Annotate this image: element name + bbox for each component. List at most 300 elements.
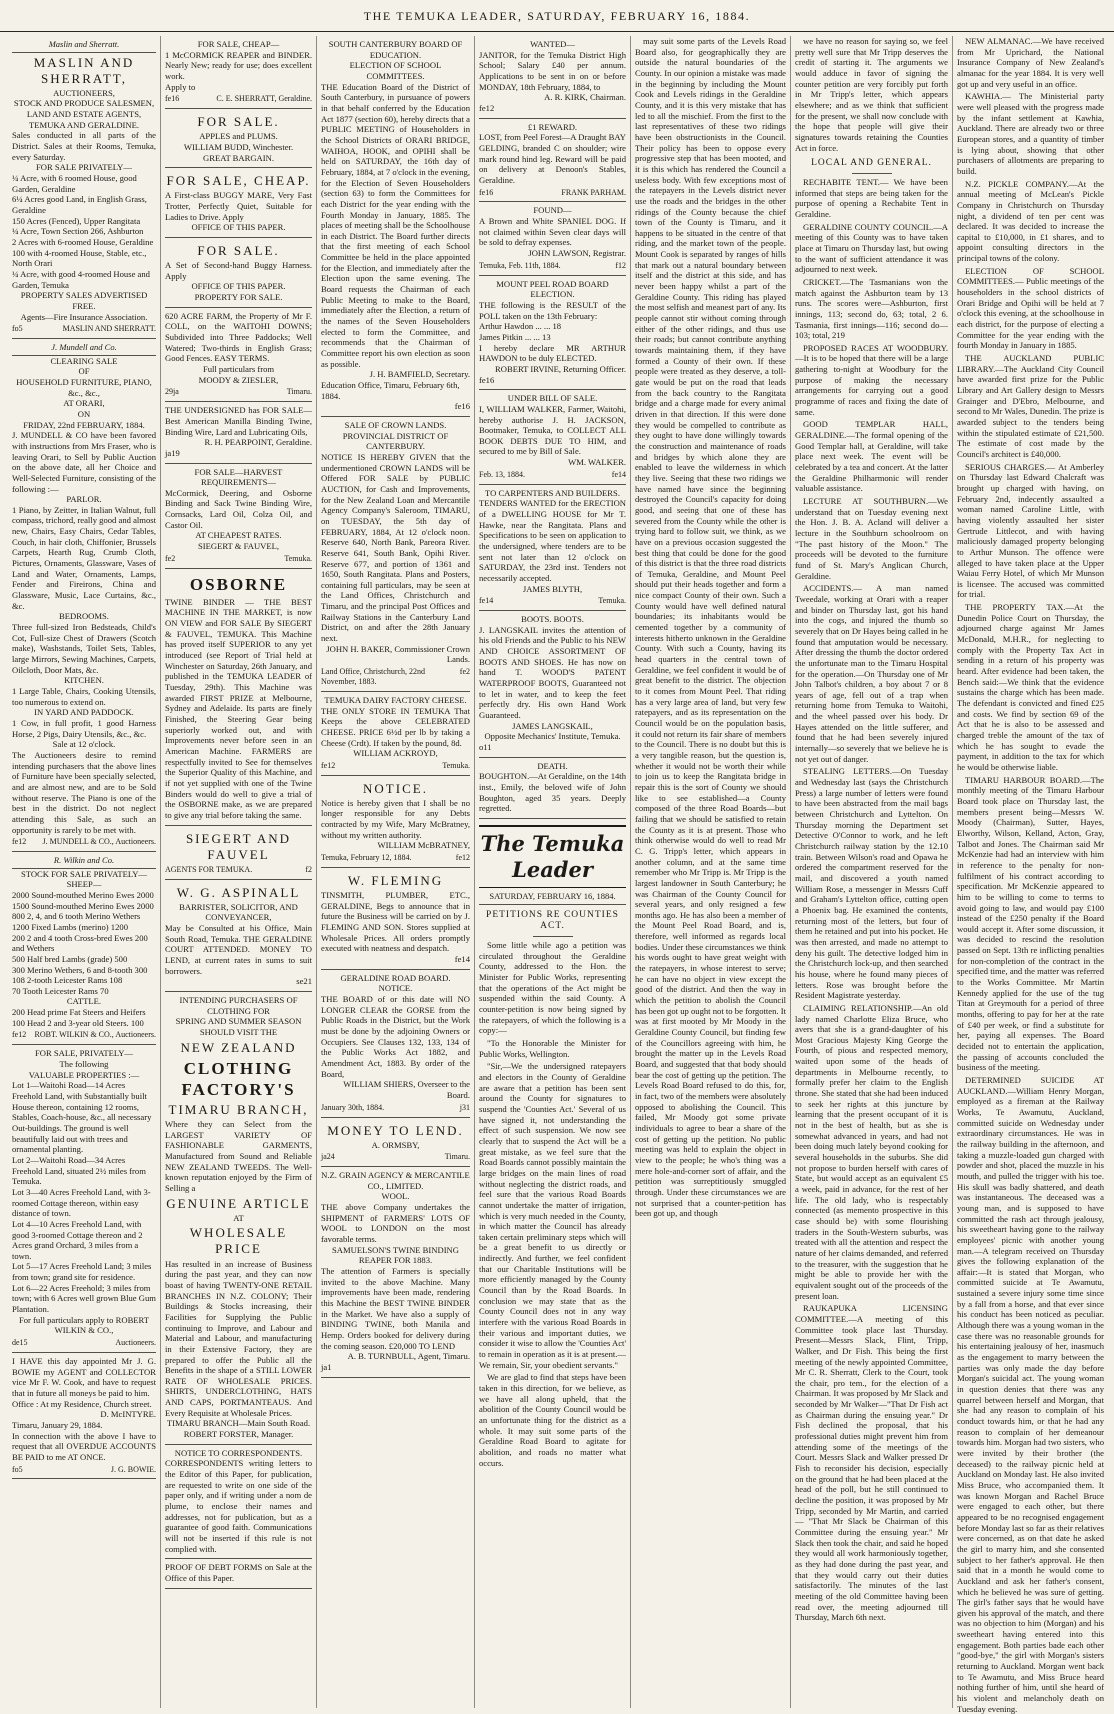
ad-signature: J. H. BAMFIELD, Secretary. (369, 369, 470, 380)
road-board-ad (321, 970, 470, 1118)
fleming-ad (321, 868, 470, 970)
ad-signature: JOHN LAWSON, Registrar. (528, 248, 626, 259)
news-item (795, 766, 948, 1000)
debt-forms-ad (165, 1559, 312, 1588)
ad-line: ON (77, 408, 91, 419)
ad-title: NOTICE. (363, 780, 428, 796)
ad-signature: Timaru. (444, 1152, 470, 1162)
news-heading: THE AUCKLAND PUBLIC LIBRARY. (957, 353, 1104, 374)
ad-body: Three full-sized Iron Bedsteads, Child's Cot, Full-size Chest of Drawers (Scotch make), Washstands, Toilet Sets, Tables, large Mirrors, Sewing Machines, Carpets, Oilcloth, Door Mats, &c. (12, 622, 156, 675)
ad-signature: FRANK PARHAM. (561, 187, 626, 197)
news-heading: SERIOUS CHARGES. (965, 461, 1047, 472)
news-heading: THE PROPERTY TAX. (965, 602, 1066, 613)
ad-subhead: FOR SALE PRIVATELY— (36, 162, 132, 173)
list-item: 6¼ Acres good Land, in English Grass, Geraldine (12, 194, 147, 215)
ad-signature: JAMES LANGSKAIL, (512, 720, 593, 731)
ad-code: ja1 (321, 1361, 332, 1372)
farm-ad (165, 308, 312, 403)
ad-foot (12, 1465, 156, 1475)
ad-line: AT ORARI, (63, 398, 105, 409)
ad-code: ja24 (321, 1152, 335, 1162)
list-item: 150 Acres (Fenced), Upper Rangitata (12, 215, 141, 226)
buggy-ad (165, 168, 312, 238)
ad-line: BARRISTER, SOLICITOR, AND CONVEYANCER, (179, 901, 298, 923)
correspondents-notice (165, 1445, 312, 1560)
ad-body: 1 McCORMICK REAPER and BINDER. Nearly New; ready for use; does excellent work. (165, 49, 312, 81)
news-text: — A man named Tweedale, working at Orari with a reaper and binder on Thursday last, got his hand into the cogs, and injured the thumb so severely that on Dr Hayes being called in he found that amputation would be necessary. After dressing the thumb the doctor ordered the unfortunate man to the Timaru Hospital for the operation.—On Thursday one of Mr John Talbot's children, a boy about 7 or 8 years of age, fell out of a trap when returning home from Temuka to Waitohi, and the wheel passed over his body. Dr Hayes attended on the little sufferer, and found that he had been severely injured internally—so severely that we believe he is not yet out of danger. (795, 583, 948, 764)
ad-date: Education Office, Timaru, February 6th, 1884. (321, 380, 460, 401)
reaper-ad (165, 36, 312, 109)
death-notice (479, 758, 626, 819)
janitor-ad (479, 36, 626, 119)
poll-result: Arthur Hawdon ... ... 18 (479, 321, 562, 332)
news-text: — We have been informed that steps are being taken for the purpose of opening a Rechabite Tent in Geraldine. (795, 176, 948, 219)
ad-code: fe16 (479, 374, 495, 385)
column-4 (474, 36, 630, 1708)
ad-note: Apply to (165, 81, 196, 92)
ad-foot (165, 865, 312, 875)
maslin-ad (12, 36, 156, 339)
ad-code: fe12 (12, 1030, 27, 1040)
news-text: —A meeting of this Committee took place last Thursday. Present—Messrs Slack, Flint, Tripp, Walker, and Dr Fish. This being the first meeting of the newly appointed Committee, Mr C. R. Sherratt, Clerk to the Court, took the chair, pro tem., for the election of a Chairman. It was proposed by Mr Slack and seconded by Mr Walker—"That Dr Fish act as Chairman during the ensuing year." Dr Fish declined the proposal, that his professional duties might prevent him from attending some of the meetings of the Court. Messrs Slack and Walker pressed Dr Fish to reconsider his decision, especially on the ground that he had been placed at the head of the poll, but he still continued to decline the position, it was proposed by Mr Tripp, seconded by Mr Martin, and carried — "That Mr Slack be Chairman of this Committee during the ensuing year." Mr Slack then took the chair, and said he hoped they would all work harmoniously together, as they had done during the past year, and that they would carry out their duties satisfactorily. The minutes of the last meeting of the old Committee having been read over, the meeting adjourned till Thursday, March 6th next. (795, 1313, 948, 1623)
ad-title: OSBORNE (189, 574, 288, 594)
wilkin-ad (12, 852, 156, 1045)
ad-code: fe12 (455, 853, 470, 863)
ad-body: THE BOARD of or this date will NO LONGER CLEAR the GORSE from the Public Roads in the District, but the Work must be done by the adjoining Owners or Occupiers. See Clauses 132, 133, 134 of the Public Works Act 1882, and Amendment Act, 1883. By order of the Board, (321, 994, 470, 1079)
news-item (957, 353, 1104, 460)
dairy-ad (321, 692, 470, 776)
news-heading: RAUKAPUKA LICENSING COMMITTEE. (795, 1303, 948, 1324)
ad-signature: Temuka. (598, 596, 626, 606)
ad-body: NOTICE IS HEREBY GIVEN that the undermentioned CROWN LANDS will be Offered FOR SALE by PUBLIC AUCTION, for Cash and Improvements, for the New Zealand Loan and Mercantile Agency Company's Saleroom, TIMARU, on TUESDAY, the 5th day of FEBRUARY, 1884, At 12 o'clock noon. Reserve 640, North Bank, Pareora River. Reserve 641, South Bank, Opihi River. Reserve 677, and portion of 1361 and 1650, South Rangitata. Plans and Posters, containing full particulars, may be seen at the Land Offices, Christchurch and Timaru, and the principal Post Offices and Railway Stations in the Canterbury Land District, on and after the 28th January next. (321, 451, 470, 644)
ad-title: NOTICE TO CORRESPONDENTS. (174, 1447, 303, 1458)
ad-code: fe2 (459, 667, 470, 677)
ad-date: Land Office, Christchurch, 22nd November, 1883. (321, 667, 426, 686)
ad-body: THE UNDERSIGNED has FOR SALE— Best American Manilla Binding Twine, Binding Wire, Lard and Lubricating Oils, (165, 405, 312, 437)
news-item (957, 266, 1104, 351)
ad-code: fe14 (611, 469, 626, 479)
ad-code: fe12 (321, 760, 336, 770)
ad-body: 1 Piano, by Zeitter, in Italian Walnut, full compass, trichord, really good and almost new, Chairs, Easy Chairs, Cedar Tables, Couch, in hair cloth, Chiffonier, Brussels Carpets, Hearth Rug, Crumb Cloth, Pictures, Ornaments, Glassware, Vases of Land and Water, Ornaments, Lamps, Fender and Fireirons, China and Glassware, Music, Lace Curtains, &c., &c. (12, 504, 156, 611)
ad-note: GREAT BARGAIN. (203, 152, 274, 163)
ad-signature: SIEGERT & FAUVEL, (197, 541, 280, 552)
list-item: ¼ Acre, with good 4-roomed House and Garden, Temuka (12, 268, 150, 290)
ad-note: TIMARU BRANCH—Main South Road. ROBERT FORSTER, Manager. (166, 1418, 311, 1440)
editorial-article (479, 910, 626, 1469)
ad-subhead: PARLOR. (66, 494, 102, 505)
general-news (957, 36, 1104, 1714)
news-item (957, 1075, 1104, 1714)
column-5 (630, 36, 790, 1708)
aspinall-ad (165, 880, 312, 992)
list-item: Lot 3—40 Acres Freehold Land, with 3-roomed Cottage thereon, within easy distance of town. (12, 1186, 151, 1219)
ad-title: £1 REWARD. (527, 121, 578, 132)
ad-subhead: KITCHEN. (64, 675, 104, 686)
ad-body: The Auctioneers desire to remind intending purchasers that the above lines of Furniture have been specially selected, and are almost new, and are to be Sold without reserve. The Piano is one of the best in the district. Do not neglect attending this Sale, as such an opportunity is rarely to be met with. (12, 749, 156, 835)
ad-title: FOR SALE. (197, 243, 280, 258)
news-heading: GERALDINE COUNTY COUNCIL. (803, 221, 934, 232)
ad-foot (12, 324, 156, 334)
ad-code: o11 (479, 742, 492, 753)
ad-signature: J. MUNDELL & CO., Auctioneers. (42, 837, 156, 847)
ad-body: TINSMITH, PLUMBER, ETC., GERALDINE, Begs to announce that in future the Business will be carried on by J. FLEMING AND SON. Stores supplied at Wholesale Prices. All orders promptly executed with neatness and despatch. (321, 890, 470, 954)
ad-subhead: ELECTION OF SCHOOL COMMITTEES. (349, 60, 442, 81)
ad-code: fe12 (479, 102, 495, 113)
editorial-conclusion (795, 36, 948, 153)
news-item (957, 602, 1104, 773)
ad-foot (479, 596, 626, 606)
ad-signature: C. E. SHERRATT, Geraldine. (216, 94, 312, 104)
ad-body: APPLES and PLUMS. (199, 131, 278, 142)
ad-line: STOCK AND PRODUCE SALESMEN, LAND AND ESTATE AGENTS, (13, 98, 155, 120)
reward-ad (479, 119, 626, 203)
ad-note: Agents—Fire Insurance Association. (20, 311, 148, 322)
news-item (795, 277, 948, 341)
ad-body: BOUGHTON.—At Geraldine, on the 14th inst., Emily, the beloved wife of John Boughton, aged 35 years. Deeply regretted. (479, 771, 626, 814)
ad-signature: ROBT. WILKIN & CO., Auctioneers. (34, 1030, 156, 1040)
ad-subhead: SHEEP— (66, 879, 102, 890)
news-item (795, 1003, 948, 1301)
ad-body: Notice is hereby given that I shall be no longer responsible for any Debts contracted by my Wife, Mary McBratney, without my written authority. (321, 797, 470, 840)
news-item (957, 179, 1104, 264)
ad-top-label: INTENDING PURCHASERS OF CLOTHING FOR (179, 995, 298, 1016)
newspaper-title: The Temuka Leader (479, 825, 626, 888)
ad-body: THE ONLY STORE IN TEMUKA That Keeps the above CELEBRATED CHEESE. PRICE 6½d per lb by taking a Cheese (Crdt). If taken by the pound, 8d. (321, 705, 470, 748)
local-news (795, 177, 948, 1623)
list-item: 300 Merino Wethers, 6 and 8-tooth 300 (12, 964, 148, 975)
ad-title: CLOTHING FACTORY'S (181, 1058, 296, 1099)
ad-code: 29ja (165, 387, 179, 397)
mcbratney-notice (321, 776, 470, 868)
ad-code: j31 (459, 1102, 470, 1112)
news-heading: NEW ALMANAC. (965, 36, 1033, 46)
ad-body: A Set of Second-hand Buggy Harness. Apply (165, 260, 312, 281)
ad-line: HOUSEHOLD FURNITURE, PIANO, &c., &c., (16, 376, 152, 398)
ad-signature: JOHN H. BAKER, Commissioner Crown Lands. (326, 643, 470, 665)
siegert-ad (165, 826, 312, 880)
ad-code: fo5 (12, 1464, 23, 1474)
ad-body: AGENTS FOR TEMUKA. (165, 864, 253, 874)
bill-of-sale-ad (479, 390, 626, 485)
ad-line: OF (78, 366, 90, 377)
list-item: 108 2-tooth Leicester Rams 108 (12, 975, 123, 986)
ad-body: J. MUNDELL & CO have been favored with instructions from Mrs Fraser, who is leaving Orari, to Sell by Public Auction on the above date, all her Choice and Well-Selected Furniture, consisting of the following :— (12, 430, 156, 494)
list-item: 200 2 and 4 tooth Cross-bred Ewes 200 and Wethers (12, 932, 148, 954)
ad-title: FOR SALE, CHEAP— (197, 39, 280, 49)
editorial-continued (635, 36, 786, 1219)
news-text: —We have received from Mr Uprichard, the National Insurance Company of New Zealand's almanac for the year 1884. It is very well got up and very useful in an office. (957, 36, 1104, 89)
found-ad (479, 202, 626, 275)
ad-body: I hereby declare MR ARTHUR HAWDON to be duly ELECTED. (479, 342, 626, 364)
ad-line: AT (233, 1212, 244, 1223)
ad-body: CORRESPONDENTS writing letters to the Editor of this Paper, for publication, are requested to write on one side of the paper only, and if writing under a nom de plume, to enclose their names and addresses, not for publication, but as a guarantee of good faith. Communications will not be inserted if this rule is not complied with. (165, 1458, 312, 1554)
column-7 (952, 36, 1108, 1714)
list-item: ¼ Acre, Town Section 266, Ashburton (12, 226, 144, 237)
news-text: —The Auckland City Council have awarded first prize for the Public Library and Art Gallery design to Messrs Grainger and D'Ebro, Melbourne, and second to Mr Wales, Dunedin. The prize is awarded subject to the tenders being within the stipulated estimate of £21,500. The estimate of cost made by the Council's architect is £40,000. (957, 363, 1104, 459)
ad-code: de15 (12, 1338, 28, 1348)
ad-body: TWINE BINDER — THE BEST MACHINE IN THE MARKET, is now ON VIEW and FOR SALE By SIEGERT & FAUVEL, TEMUKA. This Machine has proved itself SUPERIOR to any yet introduced (see Report of Trial held at Winchester on Saturday, 26th January, and published in the TEMUKA LEADER of Tuesday, 29th). This Machine was awarded FIRST PRIZE at Melbourne, Sydney and Adelaide. Its parts are finely Finished, the Steering Gear being superiorly worked out, and with Improvements never before seen in an American Machine. FARMERS are respectfully invited to See for themselves the Superior Quality of this Machine, and if not yet supplied with one of the Twine Binders would do well to give a trial of the OSBORNE make, as we are prepared to give any trial before taking the same. (165, 596, 312, 820)
ad-title: MONEY TO LEND. (327, 1122, 464, 1138)
news-heading: STEALING LETTERS. (803, 766, 893, 777)
ad-code: fe14 (454, 954, 470, 965)
ad-title: SOUTH CANTERBURY BOARD OF EDUCATION. (328, 39, 463, 60)
news-heading: LECTURE AT SOUTHBURN. (803, 496, 929, 507)
ad-body: THE following is the RESULT of the POLL taken on the 13th February: (479, 299, 626, 321)
news-text: —An old lady named Charlotte Eliza Bruce, who avers that she is a grand-daughter of his Most Gracious Majesty King George the Fourth, of pious and respected memory, waited upon some of the heads of departments in Melbourne recently, to formally prefer her claim to the English throne. She stated that she had been induced to seek her rights at this juncture by learning that the present occupant of it is not in the best of health, but as she is somewhat advanced in years, and had not been doing much lately beyond cooking for several households in the suburbs. She did not propose to burden herself with cares of State, but would accept as an equivalent £5 a week, paid in advance, for the rest of her life. The old lady, who is respectably connected (as memento prospective in this case should be) with some flourishing traders in the South-Western suburbs, was treated with all the attention and respect the nature of her claims demanded, and referred to the treasurer, with the suggestion that he might be able to provide her with the equivalent sought out of the proceeds of the present loan. (795, 1002, 948, 1301)
ad-body: 1 Large Table, Chairs, Cooking Utensils, too numerous to extend on. (12, 685, 156, 707)
news-heading: KAWHIA. (965, 91, 1003, 102)
news-text: — At Amberley on Thursday last Edward Chalcraft was brought up charged with having, on February 2nd, indecently assaulted a woman named Caroline Little, with having violently assaulted her sister Gertrude Littlecot, and with having maliciously damaged property belonging to Arthur Munson. The offence were alleged to have taken place at the Upper Waiau Ferry Hotel, of which Mr Munson is licensee. The accused was committed for trial. (957, 461, 1104, 600)
ad-code: fe2 (165, 553, 176, 563)
news-text: — Public meetings of the householders in the school districts of Orari Bridge and Opihi will be held at 7 o'clock this evening, at the schoolhouse in each district, for the purpose of electing a Committee for the year ending with the fourth Monday in January in 1885. (957, 276, 1104, 351)
article-title: PETITIONS RE COUNTIES ACT. (479, 910, 626, 938)
properties-ad (12, 1045, 156, 1353)
list-item: 1500 Sound-mouthed Merino Ewes 2000 (12, 900, 154, 911)
ad-body: Sales conducted in all parts of the District. Sales at their Rooms, Temuka, every Saturday. (12, 130, 156, 162)
harvest-ad (165, 464, 312, 569)
ad-signature: WILLIAM BUDD, Winchester. (183, 141, 294, 152)
column-6 (790, 36, 952, 1708)
ad-signature: WILLIAM SHIERS, Overseer to the Board. (343, 1079, 470, 1100)
ad-note: Office : At my Residence, Church street. (12, 1398, 152, 1409)
news-text: —The monthly meeting of the Timaru Harbour Board took place on Thursday last, the members present being—Messrs W. Moody (Chairman), Sutter, Hayes, Elworthy, Wilson, Kelland, Acton, Gray, Talbot and Jones. The Chairman said Mr McKenzie had had an interview with him in reference to the penalty for non-fulfilment of his contract according to specification. Mr McKenzie appeared to him to be willing to come to terms to avoid going to law, and would pay £100 instead of the £250 penalty if the Board would accept it. After some discussion, it was decided to rescind the resolution passed on Sept. 13th re inflicting penalties for non-completion of the contract in the specified time, and the matter was referred to the Works Committee. Mr Martin Kennedy applied for the use of the tug Titan at Greymouth for a period of three months, offering to pay for her at the rate of £40 per week, or find a substitute for her, paying all expenses. The Board decided not to entertain the application, the passing of accounts concluded the business of the meeting. (957, 774, 1104, 1073)
ad-title: FOR SALE. (197, 114, 280, 130)
news-text: —William Henry Morgan, employed as a fireman at the Railway Works, Te Awamutu, Auckland, committed suicide on Wednesday under extraordinary circumstances. He was in the railway building in the afternoon, and taking a muzzle-loaded gun charged with powder and shot, placed the muzzle in his mouth, and pulled the trigger with his toe. His skull was badly shattered, and death was instantaneous. The deceased was a young man, and is supposed to have committed the rash act through jealousy, his sweetheart having gone to the railway employees' picnic with another young man.—A telegram received on Thursday gives the following explanation of the affair:—It is stated that Morgan, who committed suicide at Te Awamutu, sustained a severe injury some time since by a fall from a horse, and that ever since his conduct has been noticed as peculiar. Although there was a young woman in the case there was no reasonable grounds for his entertaining jealousy of her, inasmuch as the engagement to marry between the parties was only made the day before Morgan's suicidal act. The young woman in question denies that there was any quarrel between herself and Morgan, that she had any reason to complain of his conduct towards him, or that he had any reason to complain of her demeanour towards him. Morgan had two sisters, who were invited by their brother (the deceased) to the railway picnic held at Auckland on Monday last. He also invited Miss Bruce, who accompanied them. It was known Morgan and Rachel Bruce were engaged to each other, but there appeared to be no recognised engagement before Monday last so far as their relatives were concerned, as on that date he asked the girl to marry him, and she consented subject to her father's approval. He then said that in a month he would come to Auckland and ask her father's consent, which he believed he was sure of getting. The girl's father says that he would have given his approval of the match, and there was no objection to him (Morgan) and his sweetheart having entered into this engagement. Both parties bade each other "good-bye," the girl with Morgan's sisters returning to Auckland. Morgan went back to Te Awamutu, and Miss Bruce heard nothing further of him, until she heard of his violent and melancholy death on Tuesday evening. (957, 1085, 1104, 1714)
ad-title: UNDER BILL OF SALE. (507, 393, 598, 404)
ad-body: A First-class BUGGY MARE, Very Fast Trotter, Perfectly Quiet, Suitable for Ladies to Drive. Apply (165, 190, 312, 222)
ad-subhead: IN YARD AND PADDOCK. (34, 707, 134, 718)
list-item: 500 Half bred Lambs (grade) 500 (12, 953, 128, 964)
news-item (795, 419, 948, 494)
education-ad (321, 36, 470, 417)
ad-note: OFFICE OF THIS PAPER. (191, 222, 286, 233)
ad-title: SALE OF CROWN LANDS. PROVINCIAL DISTRICT OF CANTERBURY. (342, 419, 449, 452)
ad-signature: ROBERT IRVINE, Returning Officer. (495, 363, 626, 374)
list-item: 800 2, 4, and 6 tooth Merino Wethers (12, 911, 141, 922)
news-item (795, 177, 948, 220)
article-paragraph: "To the Honorable the Minister for Public Works, Wellington. (479, 1038, 626, 1059)
ad-note: Sale at 12 o'clock. (52, 739, 116, 750)
column-3 (316, 36, 474, 1708)
mundell-ad (12, 339, 156, 852)
ad-subhead: VALUABLE PROPERTIES :— (28, 1069, 140, 1080)
list-item: 200 Head prime Fat Steers and Heifers (12, 1007, 146, 1018)
ad-foot (479, 261, 626, 271)
ad-date: Feb. 13, 1884. (479, 469, 525, 479)
ad-code: ja19 (165, 447, 180, 458)
ad-foot (12, 1338, 156, 1348)
binding-ad (165, 402, 312, 463)
list-item: Lot 5—17 Acres Freehold Land; 3 miles from town; grand site for residence. (12, 1261, 152, 1283)
ad-line: NEW ZEALAND (180, 1039, 297, 1055)
ad-body: 620 ACRE FARM, the Property of Mr F. COLL, on the WAITOHI DOWNS; Subdivided into Three Paddocks; Well Watered; Two-thirds in English Grass; Good Fences. EASY TERMS. (165, 310, 312, 364)
ad-signature: A. R. KIRK, Chairman. (544, 92, 626, 103)
news-item (957, 775, 1104, 1073)
list-item: 1200 Fixed Lambs (merino) 1200 (12, 921, 128, 932)
ad-signature: WILLIAM ACKROYD, (353, 748, 438, 759)
article-paragraph: may suit some parts of the Levels Road Board also, for geographically they are outside the natural boundaries of the County. In our opinion a mistake was made in the beginning by including the Mount Cook and Levels ridings in the Geraldine County, and it is this very mistake that has led to all the mischief. From the first to the last representatives of these two ridings have been obstructionists in the Council. Their policy has been to oppose every progressive step that has been mooted, and it is this which has rendered the Council a useless body. With few exceptions most of the ratepayers in the Levels district never use the roads and the bridges in the other ridings of the County because the chief town of the County is Timaru, and it happens to be situated in the centre of that riding, and the market town of the people. Mount Cook is separated by ranges of hills that mark out a natural boundary between itself and the district at this side, and has never been happy whilst a part of the Geraldine County. This riding has played the most selfish and meanest part of any. Its people cannot stir without coming through either of the other ridings, and thus use their roads; but cannot contribute anything towards maintaining them, if they have formed a County of their own. If these people were treated as they deserve, a toll-gate would be put on the road that leads from the back country to the Rangitata bridge and a charge made for every animal driven in that direction. If this were done they would be compelled to contribute as they ought to have done willingly towards the construction and maintenance of roads and bridges by which alone they are enabled to leave the wilderness in which they live. Seeing that these two ridings we have named have since the beginning destroyed the Council's capacity for doing good, and seeing that one of these has severed from the County while the other is trying hard to follow suit, we think, as we have on a previous occasion suggested the best thing that could be done for the good of this district is that the three road districts of Temuka, Geraldine, and Mount Peel should put their heads together and form a nice compact County of their own. Such a County would have well defined natural boundaries; its inhabitants would be cemented together by a community of interests hitherto unknown in the Geraldine County. With such a County, having its head quarters in the central town of Geraldine, we feel confident it would be of great benefit to the district. The objection to it comes from Mount Peel. That riding has a very large area of land, but very few ratepayers, and as its representation on the Council would be on the population basis, it could not return its fair share of members to the Council. There is no doubt but this is a very tangible reason, but the question is, whether it would not be worth their while to join us to keep the Rangitata bridge in repair this is the sort of County we should like to see established—a County composed of the three Road Boards—but failing that we should be satisfied to retain the County as it is at present. Those who think otherwise would do well to read Mr C. G. Tripp's letter, which appears in another column, and at the same time remember who Mr Tripp is. Mr Tripp is the largest landowner in South Canterbury; he was Chairman of the County Council for several years, and only resigned a few months ago. He has also been a member of the Mount Peel Road Board, and is, therefore, well informed as regards local bodies. Under these circumstances we think his words ought to have great weight with the ratepayers, in whose interest to serve; he can have no object in view except the good of the district. And then the way in which the petition to abolish the Council has been got up ought not to be forgotten. It was at first mooted by Mr Moody in the Geraldine County Council, but finding few of the Councillors agreeing with him, he brought the matter up in the Levels Road Board, and suggested that that body should bear the cost of getting up the petition. The Levels Road Board refused to do this, for, in fact, two of the members were absolutely opposed to abolishing the Council. This failed, Mr Moody got some private individuals to agree to bear a share of the cost of getting up the petition. No public meeting was held to explain the object in view to the people; he who's thing was a mere hole-and-corner sort of affair, and the petition was surreptitiously smuggled through. Under these circumstances we are not surprised that a counter-petition has been got up, and though (635, 36, 786, 1219)
ad-code: fe14 (479, 596, 494, 606)
ad-title: TEMUKA DAIRY FACTORY CHEESE. (324, 694, 467, 705)
news-heading: N.Z. PICKLE COMPANY. (965, 178, 1069, 189)
ad-date: Temuka, February 12, 1884. (321, 853, 412, 863)
list-item: Lot 1—Waitohi Road—14 Acres Freehold Land, with Substantially built House thereon, containing 12 rooms, Stables, Coach-house, &c., all necessary Out-buildings. The ground is well beautifully laid out with trees and ornamental planting. (12, 1080, 152, 1155)
news-heading: ACCIDENTS. (803, 583, 854, 594)
list-item: 70 Tooth Leicester Rams 70 (12, 985, 109, 996)
ad-note: OFFICE OF THIS PAPER. (191, 281, 286, 292)
issue-header: THE TEMUKA LEADER, SATURDAY, FEBRUARY 16, 1884. (363, 9, 751, 23)
ad-foot (479, 470, 626, 480)
ad-body: LOST, from Peel Forest—A Draught BAY GELDING, branded C on shoulder; wire mark round hind leg. Reward will be paid on delivery at Denoon's Stables, Geraldine. (479, 132, 626, 185)
ad-body: PROOF OF DEBT FORMS on Sale at the Office of this Paper. (165, 1562, 312, 1583)
ad-title: BOOTS. BOOTS. (521, 614, 584, 625)
ad-top-label: J. Mundell and Co. (12, 342, 156, 356)
ad-body: Where they can Select from the LARGEST VARIETY OF FASHIONABLE GARMENTS, Manufactured from Sound and Reliable NEW ZEALAND TWEEDS. The Well-known reputation enjoyed by the Firm of Selling a (165, 1119, 312, 1193)
ad-note: Opposite Mechanics' Institute, Temuka. (484, 731, 621, 742)
news-item (795, 343, 948, 418)
harness-ad (165, 238, 312, 308)
news-text: —It is to be hoped that there will be a large gathering to-night at Woodbury for the purpose of making the necessary arrangements for carrying out a good programme of races and fixing the date of same. (795, 353, 948, 417)
news-item (957, 91, 1104, 176)
poll-result: James Pitkin ... ... 13 (479, 331, 551, 342)
ad-subhead: TIMARU BRANCH, (168, 1101, 309, 1117)
news-heading: PROPOSED RACES AT WOODBURY. (803, 342, 948, 353)
news-heading: GOOD TEMPLAR HALL, GERALDINE. (795, 419, 948, 441)
ad-title: N.Z. GRAIN AGENCY & MERCANTILE CO., LIMITED. (321, 1170, 470, 1191)
news-text: —We understand that on Tuesday evening next the Hon. J. B. A. Acland will deliver a lecture in the Southburn schoolroom on "The past history of the Moon." The proceeds will be devoted to the furniture fund of St. Mary's Anglican Church, Geraldine. (795, 496, 948, 581)
stock-list (12, 890, 156, 997)
ad-title: W. FLEMING (347, 873, 444, 889)
ad-foot (479, 188, 626, 198)
ad-foot (321, 1103, 470, 1113)
lots-list (12, 1080, 156, 1314)
news-heading: CRICKET. (803, 276, 842, 287)
ad-code: fe16 (165, 94, 180, 104)
ad-foot (165, 554, 312, 564)
ad-code: f12 (615, 260, 626, 270)
news-item (795, 222, 948, 275)
ad-title: DEATH. (537, 760, 568, 771)
article-paragraph: We are glad to find that steps have been taken in this direction, for we believe, as we have all along upheld, that the abolition of the County Council would be an unfortunate thing for the district as a whole. It may suit some parts of the Geraldine Road Board to agitate for abolition, and roads no matter what occurs. (479, 1372, 626, 1468)
ad-signature: Temuka. (442, 760, 470, 770)
crown-lands-ad (321, 417, 470, 692)
ad-body: May be Consulted at his Office, Main South Road, Temuka. THE GERALDINE COURT ATTENDED. MONEY TO LEND, at current rates in sums to suit borrowers. (165, 923, 312, 976)
ad-signature: D. McINTYRE. (100, 1409, 156, 1420)
ad-body: The attention of Farmers is specially invited to the above Machine. Many improvements have been made, rendering this Machine the BEST TWINE BINDER in the Market. We have also a supply of BINDING TWINE, both Manila and Hemp. Orders booked for delivery during the coming season. £20,000 TO LEND (321, 1266, 470, 1351)
ad-top-label: R. Wilkin and Co. (12, 855, 156, 869)
ad-title: GERALDINE ROAD BOARD. (340, 972, 451, 983)
news-item (795, 1303, 948, 1623)
ad-subhead: WOOL. (381, 1191, 410, 1202)
ad-title: WANTED— (530, 39, 575, 49)
ad-code: fe16 (479, 187, 494, 197)
ad-title: FOR SALE, PRIVATELY— (34, 1048, 134, 1059)
list-item: Lot 2—Waitohi Road—34 Acres Freehold Land, situated 2½ miles from Temuka. (12, 1154, 146, 1187)
ad-title: MASLIN AND SHERRATT, (33, 54, 135, 86)
ad-title: W. G. ASPINALL (176, 884, 301, 900)
list-item: 2 Acres with 6-roomed House, Geraldine (12, 236, 154, 247)
ad-body: Has resulted in an increase of Business during the past year, and they can now boast of having TWENTY-ONE RETAIL BRANCHES IN N.Z. COLONY; Their Buildings & Stocks increasing, their Facilities for Supplying the Public continuing to Improve, and Labour and Material and Labour, and manufacturing in their Extensive Factory, they are prepared to offer the Public all the Benefits in the shape of a STILL LOWER RATE OF WHOLESALE PRICES. SHIRTS, UNDERCLOTHING, HATS AND CAPS, PORTMANTEAUS. And Every Requisite at Wholesale Prices. (165, 1258, 312, 1418)
ad-signature: J. G. BOWIE. (110, 1464, 156, 1474)
ad-title: MOUNT PEEL ROAD BOARD ELECTION. (496, 278, 609, 300)
ad-note: AT CHEAPEST RATES. (195, 530, 282, 541)
list-item: 2000 Sound-mouthed Merino Ewes 2000 (12, 889, 154, 900)
ad-code: f2 (305, 864, 312, 874)
ad-body: McCormick, Deering, and Osborne Binding and Sack Twine Binding Wire, Cornsacks, Lard Oil, Colza Oil, and Castor Oil. (165, 487, 312, 530)
ad-date: January 30th, 1884. (321, 1102, 385, 1112)
section-title: LOCAL AND GENERAL. (795, 158, 948, 174)
ad-foot (321, 667, 470, 687)
ad-body: I HAVE this day appointed Mr J. G. BOWIE my AGENT and COLLECTOR vice Mr F. W. Cook, and have to request that in future all moneys be paid to him. (12, 1355, 156, 1398)
ad-subhead: SAMUELSON'S TWINE BINDING REAPER FOR 1883. (332, 1244, 459, 1266)
news-text: —At the annual meeting of McLean's Pickle Company in Christchurch on Thursday night, a dividend of ten per cent was declared. It was decided to increase the capital to £10,000, in £1 shares, and to appoint consulting directors in the principal towns of the colony. (957, 178, 1104, 264)
ad-body: THE above Company undertakes the SHIPMENT of FARMERS' LOTS OF WOOL to LONDON on the most favorable terms. (321, 1202, 470, 1245)
grain-agency-ad (321, 1167, 470, 1377)
ad-signature: JAMES BLYTH, (522, 583, 583, 594)
article-paragraph: Some little while ago a petition was circulated throughout the Geraldine County, addressed to the Hon. the Minister for Public Works, representing that the operations of the Act might be suspended within the said County. A counter-petition is now being signed by the ratepayers, of which the following is a copy:— (479, 940, 626, 1036)
list-item: Lot 6—22 Acres Freehold; 3 miles from town; with 6 Acres well grown Blue Gum Plantation. (12, 1282, 156, 1315)
ad-foot (321, 1152, 470, 1162)
ad-title: STOCK FOR SALE PRIVATELY— (20, 868, 148, 879)
ad-note: PROPERTY FOR SALE. (194, 292, 283, 303)
ad-code: fo5 (12, 324, 23, 334)
ad-body: A Brown and White SPANIEL DOG. If not claimed within Seven clear days will be sold to defray expenses. (479, 216, 626, 248)
column-2 (160, 36, 316, 1708)
list-item: 100 with 4-roomed House, Stable, etc., North Orari (12, 247, 147, 269)
ad-signature: A. ORMSBY, (371, 1139, 420, 1150)
news-heading: ELECTION OF SCHOOL COMMITTEES. (957, 265, 1104, 287)
bowie-ad (12, 1353, 156, 1479)
ad-subhead: SPRING AND SUMMER SEASON SHOULD VISIT THE (175, 1016, 302, 1037)
news-text: —The Tasmanians won the match against the Ashburton team by 13 runs. The scores were—Ashburton, first innings, 113; second do, 63; total, 2 6. Tasmania, first innings—116; second do—103; total, 219 (795, 276, 948, 341)
ad-date: Timaru, January 29, 1884. (12, 1419, 103, 1430)
ad-title: TO CARPENTERS AND BUILDERS. (485, 487, 620, 498)
news-heading: DETERMINED SUICIDE AT AUCKLAND. (957, 1075, 1104, 1096)
ad-signature: Timaru. (286, 387, 312, 397)
tenders-ad (479, 485, 626, 611)
news-item (957, 462, 1104, 601)
money-ad (321, 1118, 470, 1168)
apples-ad (165, 109, 312, 168)
masthead (0, 0, 1114, 32)
ad-foot (321, 853, 470, 863)
ad-subhead: BEDROOMS. (59, 611, 109, 622)
ad-title: CLEARING SALE (50, 355, 118, 366)
ad-line: FRIDAY, 22nd FEBRUARY, 1884. (23, 419, 145, 430)
ad-body: J. LANGSKAIL invites the attention of his old Friends and the Public to his NEW AND CHOICE ASSORTMENT OF BOOTS AND SHOES. He has now on hand T. WOOD'S PATENT WATERPROOF BOOTS, Guaranteed not to let in water, and to keep the feet perfectly dry. His own Hand Work Guaranteed. (479, 624, 626, 721)
news-item (957, 36, 1104, 89)
election-ad (479, 276, 626, 391)
ad-code: fe16 (454, 401, 470, 412)
news-heading: TIMARU HARBOUR BOARD. (965, 774, 1083, 785)
news-text: —On Tuesday and Wednesday last (says the Christchurch Press) a large number of letters were found to have been abstracted from the mail bags between Christchurch and Lyttelton. On Thursday morning the Department set Detective O'Connor to work, and he left Christchurch railway station by the 12.10 train. Between Wilson's road and Opawa he ordered the compartment reserved for the mail, and discovered a youth named William Rose, a messenger in Messrs Cuff and Graham's Lyttelton office, cutting open a Phoenix bag. He examined the contents, returning most of the letters, but four of them he retained and put into his pocket. He was then arrested, and made no attempt to deny his guilt. The detective lodged him in the Christchurch lock-up, and then searched his house, where he found many pieces of letters. Rose was brought before the Resident Magistrate yesterday. (795, 766, 948, 1001)
ad-title: FOUND— (533, 205, 572, 216)
ad-title: FOR SALE—HARVEST REQUIREMENTS— (194, 466, 283, 488)
editorial-date: SATURDAY, FEBRUARY 16, 1884. (479, 891, 626, 905)
ad-body: In connection with the above I have to request that all OVERDUE ACCOUNTS BE PAID to me AT ONCE. (12, 1430, 156, 1462)
news-item (795, 583, 948, 764)
ad-signature: MOODY & ZIESLER, (198, 374, 279, 385)
ad-code: fe12 (12, 837, 27, 847)
ad-foot (321, 761, 470, 771)
ad-subhead: The following (59, 1059, 109, 1069)
ad-body: I, WILLIAM WALKER, Farmer, Waitohi, hereby authorise J. H. JACKSON, Bootmaker, Temuka, to COLLECT ALL BOOK DEBTS DUE TO HIM, and secured to me by Bill of Sale. (479, 403, 626, 457)
ad-title: SIEGERT AND FAUVEL (185, 830, 292, 862)
boots-ad (479, 611, 626, 758)
ad-line: TEMUKA AND GERALDINE. (28, 119, 140, 130)
ad-body: JANITOR, for the Temuka District High School; Salary £40 per annum. Applications to be sent in on or before MONDAY, 18th February, 1884, to (479, 49, 626, 92)
ad-subhead: NOTICE. (378, 983, 413, 994)
